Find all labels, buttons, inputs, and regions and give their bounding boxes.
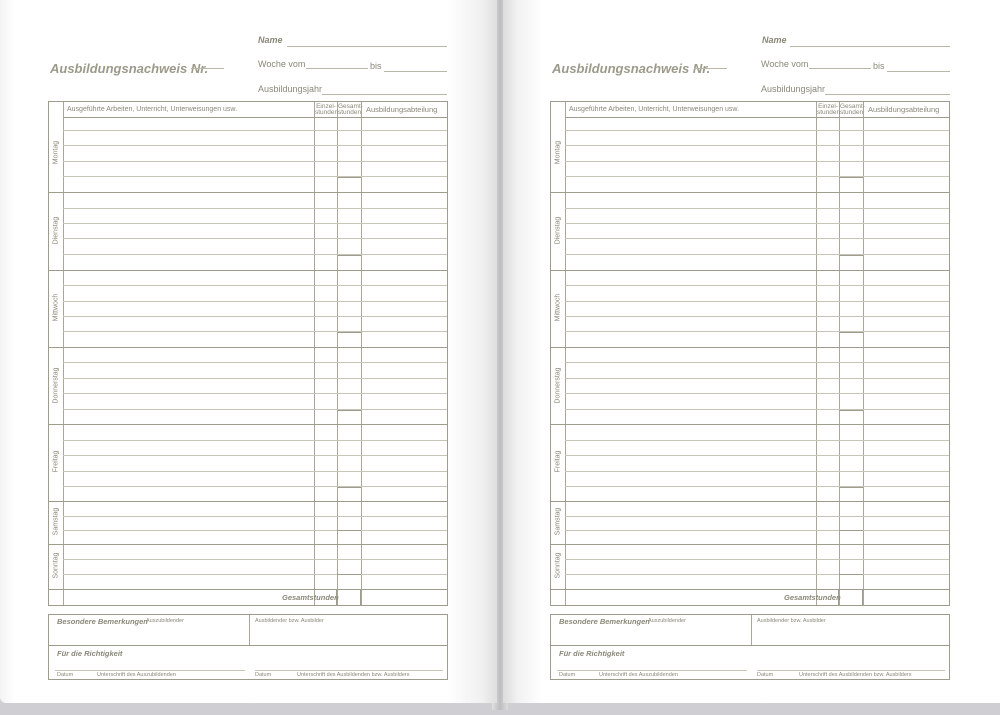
year-label: Ausbildungsjahr	[258, 84, 323, 94]
signature-box	[48, 614, 448, 680]
bis-label: bis	[873, 61, 885, 71]
year-line[interactable]	[322, 94, 447, 95]
day-label-thursday: Donnerstag	[554, 367, 562, 404]
week-label: Woche vom	[258, 59, 306, 69]
day-label-sunday: Sonntag	[554, 552, 562, 579]
name-line[interactable]	[287, 46, 447, 47]
trainee-label: Auszubildender	[146, 618, 184, 624]
col-single-hours-2: stunden	[817, 109, 841, 116]
year-label: Ausbildungsjahr	[761, 84, 826, 94]
correctness-label: Für die Richtigkeit	[57, 649, 123, 658]
report-number-line[interactable]	[191, 68, 224, 69]
col-activities: Ausgeführte Arbeiten, Unterricht, Unterweisungen usw.	[67, 106, 238, 113]
correctness-label: Für die Richtigkeit	[559, 649, 625, 658]
col-single-hours-1: Einzel-	[316, 103, 336, 110]
bis-label: bis	[370, 61, 382, 71]
day-label-friday: Freitag	[52, 450, 60, 473]
total-hours-label: Gesamtstunden	[282, 593, 339, 602]
day-label-wednesday: Mittwoch	[554, 293, 562, 322]
col-department: Ausbildungsabteilung	[366, 105, 438, 114]
week-to-line[interactable]	[887, 71, 950, 72]
day-label-monday: Montag	[554, 140, 562, 165]
day-label-thursday: Donnerstag	[52, 367, 60, 404]
week-from-line[interactable]	[809, 68, 871, 69]
weekly-table	[48, 101, 448, 606]
col-department: Ausbildungsabteilung	[868, 105, 940, 114]
total-hours-label: Gesamtstunden	[784, 593, 841, 602]
day-label-monday: Montag	[52, 140, 60, 165]
col-total-hours-1: Gesamt-	[338, 103, 363, 110]
year-line[interactable]	[825, 94, 950, 95]
name-label: Name	[762, 35, 787, 45]
sig-trainee-label: Unterschrift des Auszubildenden	[97, 672, 176, 678]
col-total-hours-2: stunden	[840, 109, 864, 116]
date-label-2: Datum	[255, 672, 272, 678]
right-page	[503, 0, 1000, 703]
day-label-tuesday: Dienstag	[52, 216, 60, 245]
day-label-saturday: Samstag	[52, 507, 60, 536]
date-label-2: Datum	[757, 672, 774, 678]
week-to-line[interactable]	[384, 71, 447, 72]
total-hours-box[interactable]	[336, 589, 361, 606]
remarks-label: Besondere Bemerkungen	[57, 617, 148, 626]
report-number-line[interactable]	[694, 68, 727, 69]
day-label-sunday: Sonntag	[52, 552, 60, 579]
name-label: Name	[258, 35, 283, 45]
left-page	[0, 0, 497, 703]
page-title: Ausbildungsnachweis Nr.	[50, 61, 209, 76]
week-from-line[interactable]	[306, 68, 368, 69]
col-activities: Ausgeführte Arbeiten, Unterricht, Unterweisungen usw.	[569, 106, 740, 113]
total-hours-box[interactable]	[838, 589, 863, 606]
page-title: Ausbildungsnachweis Nr.	[552, 61, 711, 76]
weekly-table	[550, 101, 950, 606]
day-label-saturday: Samstag	[554, 507, 562, 536]
day-label-wednesday: Mittwoch	[52, 293, 60, 322]
date-label: Datum	[57, 672, 74, 678]
day-label-friday: Freitag	[554, 450, 562, 473]
col-total-hours-1: Gesamt-	[840, 103, 865, 110]
sig-trainer-label: Unterschrift des Ausbildenden bzw. Ausbilders	[297, 672, 410, 678]
col-total-hours-2: stunden	[338, 109, 362, 116]
name-line[interactable]	[790, 46, 950, 47]
trainer-label: Ausbildender bzw. Ausbilder	[757, 618, 826, 624]
date-label: Datum	[559, 672, 576, 678]
col-single-hours-2: stunden	[315, 109, 339, 116]
trainee-label: Auszubildender	[648, 618, 686, 624]
signature-box	[550, 614, 950, 680]
day-label-tuesday: Dienstag	[554, 216, 562, 245]
sig-trainee-label: Unterschrift des Auszubildenden	[599, 672, 678, 678]
sig-trainer-label: Unterschrift des Ausbildenden bzw. Ausbilders	[799, 672, 912, 678]
week-label: Woche vom	[761, 59, 809, 69]
col-single-hours-1: Einzel-	[818, 103, 838, 110]
trainer-label: Ausbildender bzw. Ausbilder	[255, 618, 324, 624]
remarks-label: Besondere Bemerkungen	[559, 617, 650, 626]
